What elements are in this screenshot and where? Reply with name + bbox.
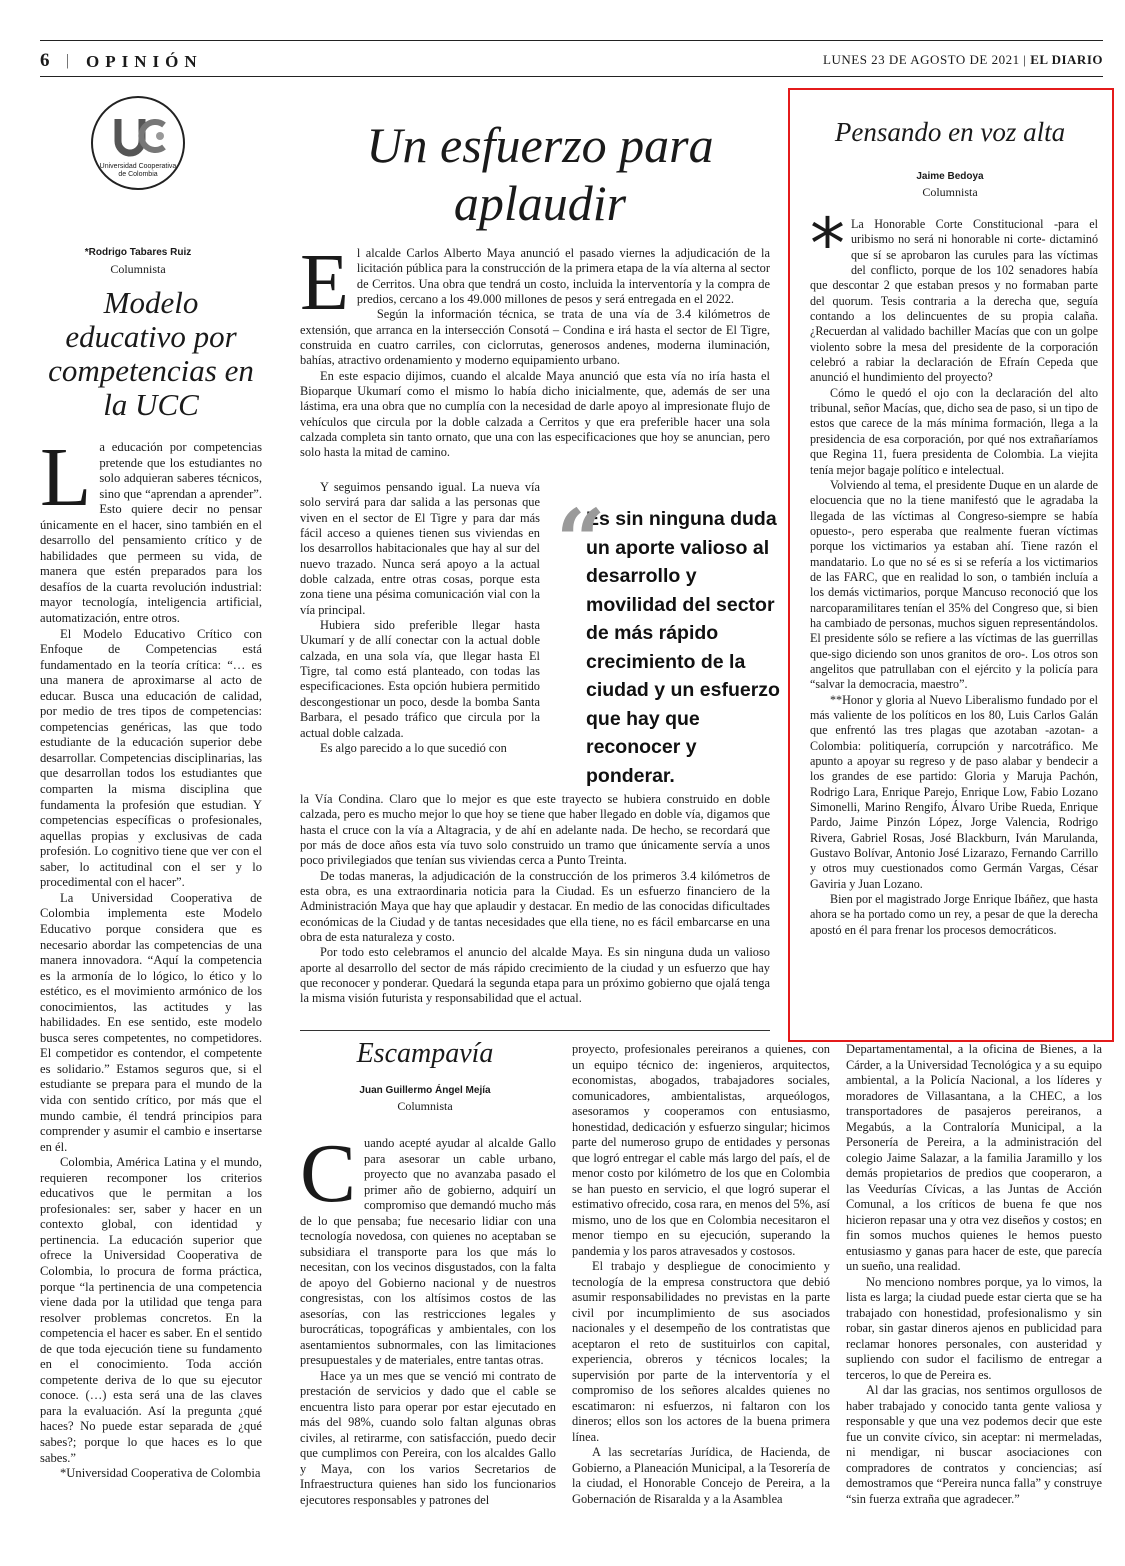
asterisk-icon: * bbox=[810, 203, 845, 285]
main-paragraph: En este espacio dijimos, cuando el alcalde Maya anunció que esta vía no iría hasta el Bioparque Ukumarí como el mismo lo había dicho inicialmente, que, además de ser una lástima, era una obra que no cumplía con la necesidad de darle apoyo al impresionate flujo de vehículos que circula por la doble calzada a Cerritos y que era preferible hacer una sola calzada completa sin tanto ornato, que una con las especificaciones que hoy se anuncian, pero solo hasta la mitad de camino. bbox=[300, 368, 770, 460]
main-dropcap: E bbox=[300, 239, 349, 327]
header-separator: | bbox=[66, 52, 70, 69]
bottom-paragraph: uando acepté ayudar al alcalde Gallo para asesorar un cable urbano, proyecto que no avanzaba pasado el primer año de gobierno, adquirí un compromiso que demandó mucho más de lo que pensaba; fue necesario lidiar con una tecnología novedosa, con quienes no aceptaban se subsidiara el transporte para los que más lo necesitan, con los vecinos disgustados, con la falta de apoyo del Gobierno nacional y de nuestros congresistas, con los altísimos costos de las asesorías, con las restricciones legales y burocráticas, topográficas y ambientales, con los asentamientos subnormales, con las limitaciones presupuestales y de materiales, entre tantas otras. bbox=[300, 1136, 556, 1367]
bottom-paragraph: Al dar las gracias, nos sentimos orgullosos de haber trabajado y conocido tanta gente valiosa y responsable y que una vez podemos decir que este fue un convite cívico, sin aceptar: ni mermeladas, ni mendigar, ni buscar asociaciones con compradores de contratos y conciencias; así demostramos que “Pereira nunca falla” y construye “sin fuerza extraña que agradecer.” bbox=[846, 1383, 1102, 1506]
left-article-title: Modelo educativo por competencias en la UCC bbox=[48, 285, 254, 422]
bottom-paragraph: El trabajo y despliegue de conocimiento y tecnología de la empresa constructora que debió asumir responsabilidades no previstas en la parte civil por incumplimiento de sus asociados nacionales y el desempeño de los contratistas que aceptaron el reto de sustituirlos con capital, experiencia, obreros y técnicos locales; la supervisión por parte de la interventoría y el compromiso de los señores alcaldes quienes no escatimaron: ni esfuerzos, ni faltaron con los dineros; ellos son los actores de la buena primera línea. bbox=[572, 1259, 830, 1444]
bottom-paragraph: A las secretarías Jurídica, de Hacienda, de Gobierno, a Planeación Municipal, a la Tesorería de la ciudad, el Honorable Concejo de Pereira, a la Gobernación de Risaralda y a la Asamblea bbox=[572, 1445, 830, 1506]
main-title-line2: aplaudir bbox=[453, 175, 627, 231]
right-paragraph: **Honor y gloria al Nuevo Liberalismo fundado por el más valiente de los políticos en los 80, Luis Carlos Galán que enfrentó las tres plagas que azotaban -azotan- a Colombia: politiquería, corrupción y narcotráfico. Me apunto a apoyar su regreso y de paso alabar y bendecir a los grandes de ese partido: Gloria y Maruja Pachón, Rodrigo Lara, Enrique Parejo, Enrique Low, Fabio Lozano Simonelli, Marino Rengifo, Álvaro Uribe Rueda, Enrique Pardo, Jaime Pinzón López, Jorge Valencia, Rodrigo Rivera, Gabriel Rosas, José Blackburn, Iván Marulanda, Gustavo Bolívar, Antonio José Lizarazo, Fernando Carrillo y otros muy cuestionados como Germán Vargas, César Gaviria y Juan Lozano. bbox=[810, 692, 1098, 891]
main-article-tail bbox=[300, 792, 770, 1007]
right-article-title: Pensando en voz alta bbox=[834, 117, 1066, 147]
left-dropcap: L bbox=[40, 431, 92, 524]
issue-date: LUNES 23 DE AGOSTO DE 2021 bbox=[823, 52, 1020, 67]
paper-name: EL DIARIO bbox=[1030, 52, 1103, 67]
left-author: *Rodrigo Tabares Ruiz bbox=[84, 247, 192, 258]
main-paragraph: la Vía Condina. Claro que lo mejor es que este trayecto se hubiera construido en doble calzada, pero es mucho mejor lo que hoy se tiene que haber llegado en doble vía, digamos que hasta el cruce con la vía a Altagracia, y de ahí en adelante nada. De hecho, se recordará que por más de doce años esta vía tuvo solo construido un tramo que únicamente servía a unos poco privilegiados que tenían sus viviendas cerca a Punto Treinta. bbox=[300, 792, 770, 868]
main-paragraph: Hubiera sido preferible llegar hasta Ukumarí y de allí conectar con la actual doble calzada, en una sola vía, que llegar hasta El Tigre, tal como está planteado, con todas las especificaciones. Esta opción hubiera permitido descongestionar un poco, desde la bomba Santa Barbara, el pesado tráfico que circula por la actual doble calzada. bbox=[300, 618, 540, 740]
right-article-body bbox=[810, 203, 1098, 938]
right-author: Jaime Bedoya bbox=[916, 171, 984, 182]
main-title-line1: Un esfuerzo para bbox=[366, 117, 714, 173]
section-name: OPINIÓN bbox=[86, 52, 203, 71]
bottom-article-rule bbox=[300, 1030, 770, 1031]
main-article-title bbox=[300, 116, 780, 232]
bottom-paragraph: Departamentamental, a la oficina de Bienes, a la Cárder, a la Universidad Tecnológica y a su equipo ambiental, a la Policía Nacional, a los líderes y moradores de Villasantana, a la CHEC, a los transportadores de pasajeros pereiranos, a Megabús, a la Contraloría Municipal, a la Personería de Pereira, a la administración del colegio Jaime Salazar, a la familia Jaramillo y los demás propietarios de predios que cooperaron, a las Veedurías Cívicas, a las Juntas de Acción Comunal, a los críticos de buena fe que nos hicieron repasar una y otra vez diseños y costos; en fin somos muchos quienes le hemos puesto entusiasmo y ganas para hacer de este, que parecía un sueño, una realidad. bbox=[846, 1042, 1102, 1273]
left-paragraph: a educación por competencias pretende que los estudiantes no solo adquieran saberes técnicos, sino que “aprendan a aprender”. Esto quiere decir no pensar únicamente en el hacer, sino también en el desarrollo del pensamiento crítico y de habilidades que permeen su vida, de manera que estén preparados para los desafíos de la cuarta revolución industrial: mayor tecnología, inteligencia artificial, automatización, entre otros. bbox=[40, 440, 262, 626]
top-rule bbox=[40, 40, 1103, 41]
left-paragraph: La Universidad Cooperativa de Colombia implementa este Modelo Educativo porque considera que es necesario abordar las competencias de una manera innovadora. “Aquí la competencia es la armonía de lo lógico, lo ético y lo estético, es el movimiento armónico de los conocimientos, las actitudes y las habilidades. En ese sentido, este modelo busca seres competentes, no competidores. El competidor es contendor, el competente es solidario.” Estamos seguros que, si el estudiante se prepara para el mundo de la vida con sentido crítico, por más que el mundo cambie, él tendrá principios para comprender y asumir el cambio e insertarse en él. bbox=[40, 890, 262, 1154]
pull-quote bbox=[556, 491, 786, 790]
left-author-role: Columnista bbox=[110, 262, 166, 276]
bottom-author: Juan Guillermo Ángel Mejía bbox=[359, 1085, 491, 1096]
logo-name-line2: de Colombia bbox=[118, 171, 158, 178]
pull-quote-text: Es sin ninguna duda un aporte valioso al desarrollo y movilidad del sector de más rápido crecimiento de la ciudad y un esfuerzo que hay que reconocer y ponderar. bbox=[586, 508, 780, 787]
bottom-col1 bbox=[300, 1127, 556, 1508]
logo-name-line1: Universidad Cooperativa bbox=[99, 163, 177, 170]
bottom-dropcap: C bbox=[300, 1127, 357, 1220]
main-paragraph: Y seguimos pensando igual. La nueva vía solo servirá para dar salida a las personas que viven en el sector de El Tigre y para dar más fácil acceso a quienes tienen sus viviendas en los desarrollos habitacionales que hay al sur del nuevo trazado. Nunca será apoyo a la actual doble calzada, entre otras cosas, porque esta zona tiene una pésima comunicación vial con la vía principal. bbox=[300, 480, 540, 617]
bottom-paragraph: proyecto, profesionales pereiranos a quienes, con un equipo técnico de: ingenieros, arquitectos, economistas, abogados, trabajadores sociales, comunicadores, ambientalistas, arqueólogos, asesoramos y cooperamos con entusiasmo, honestidad, dedicación y esfuerzo singular; hicimos parte del numeroso grupo de entidades y personas que logró entregar el cable más largo del país, el de menor costo por kilómetro de los que en Colombia se han puesto en servicio, el que logró superar el estimativo ofrecido, cosa rara, en menos del 5%, así mismo, uno de los que en Colombia necesitaron el menor tiempo en su ejecución, superando la pandemia y los paros atravesados y costosos. bbox=[572, 1042, 830, 1258]
left-paragraph: El Modelo Educativo Crítico con Enfoque de Competencias está fundamentado en la teoría crítica: “… es una manera de aproximarse al acto de educar. Busca una educación de calidad, por medio de tres tipos de competencias: competencias genéricas, las que todo estudiante de la educación superior debe desarrollar. Competencias disciplinarias, las que desarrollan todos los estudiantes que comparten la misma disciplina que fundamenta la profesión que estudian. Y competencias específicas o profesionales, aquellas propias y exclusivas de cada profesión. Lo cognitivo tiene que ver con el saber, lo actitudinal con el ser y lo procedimental con el hacer”. bbox=[40, 626, 262, 890]
main-lead: l alcalde Carlos Alberto Maya anunció el pasado viernes la adjudicación de la licitación pública para la construcción de la primera etapa de la vía alterna al sector de Cerritos. Una obra que tendrá un costo, incluida la interventoría y la compra de predios, cercano a los 49.000 millones de pesos y será entregada en el 2022. bbox=[356, 246, 770, 307]
dateline-separator: | bbox=[1023, 52, 1031, 67]
header-rule bbox=[40, 76, 1103, 77]
page-number: 6 bbox=[40, 50, 51, 71]
main-paragraph: De todas maneras, la adjudicación de la construcción de los primeros 3.4 kilómetros de esta obra, es una extraordinaria noticia para la Ciudad. Es un esfuerzo financiero de la Administración Maya que hay que aplaudir y destacar. En medio de las conocidas dificultades económicas de la Ciudad y de tantas necesidades que ella tiene, no es fácil embarcarse en una obra de esta naturaleza y costo. bbox=[300, 868, 770, 945]
bottom-article-title: Escampavía bbox=[356, 1038, 494, 1069]
main-paragraph: Por todo esto celebramos el anuncio del alcalde Maya. Es sin ninguna duda un valioso aporte al desarrollo del sector de más rápido crecimiento de la ciudad y un esfuerzo que hay que reconocer y ponderar. Quedará la segunda etapa para un próximo gobierno que ojalá tenga la misma visión futurista y responsabilidad que el actual. bbox=[300, 945, 770, 1006]
right-paragraph: Bien por el magistrado Jorge Enrique Ibáñez, que hasta ahora se ha portado como un rey, a pesar de que la derecha apostó en él para frenar los procesos democráticos. bbox=[810, 892, 1098, 937]
right-author-role: Columnista bbox=[922, 185, 978, 199]
left-article-body bbox=[40, 431, 262, 1482]
main-article-top bbox=[300, 239, 770, 461]
left-footnote: *Universidad Cooperativa de Colombia bbox=[60, 1466, 261, 1481]
ucc-logo bbox=[90, 95, 186, 191]
right-paragraph: La Honorable Corte Constitucional -para el uribismo no será ni honorable ni corte- dictaminó que sí se aprobaron las curules para las víctimas del conflicto, porque de los 102 senadores había que descontar 2 que estaban presos y no formaban parte del quorum. Tesis contraria a la derecha que, seguía contando a los delincuentes de su propia calaña. ¿Recuerdan al validado bachiller Macías que con un golpe violento sobre la mesa del presidente de la corporación celebró a rabiar la declaración de Efraín Cepeda que anunció el hundimiento del proyecto? bbox=[810, 217, 1098, 385]
quote-mark-icon: “ bbox=[556, 491, 606, 592]
logo-caption bbox=[94, 163, 182, 179]
bottom-col3 bbox=[846, 1042, 1102, 1507]
bottom-paragraph: No menciono nombres porque, ya lo vimos, la lista es larga; la ciudad puede estar cierta que se ha trabajado con honestidad, profesionalismo y sin robar, sin gastar dineros ajenos en publicidad para reclamar honores personales, con austeridad y supliendo con sudor el facilismo de entregar a terceros, lo que de Pereira es. bbox=[846, 1274, 1102, 1382]
right-paragraph: Volviendo al tema, el presidente Duque en un alarde de elocuencia que no la tiene manifestó que le agradaba la llegada de las víctimas al Congreso-siempre se había opuesto-, pero esperaba que realmente fueran víctimas porque los victimarios ya estaban ahí. Tiene razón el mandatario. Lo que no sé es si se refería a los victimarios de las FARC, que en realidad lo son, o también incluía a los demás victimarios, porque Mancuso reconoció que los narcoparamilitares tenían el 35% del Congreso que, si bien ha cambiado de personas, muchos siguen representándolos. El presidente sólo se refiere a las víctimas de las guerrillas que-sigo diciendo son unos granitos de oro-. Los otros son angelitos que patrullaban con el ejército y la policía para “salvar la democracia, maestro”. bbox=[810, 477, 1098, 692]
left-paragraph: Colombia, América Latina y el mundo, requieren recomponer los criterios educativos que le permitan a los profesionales: ser, saber y hacer en un contexto global, con identidad y pertinencia. La educación superior que ofrece la Universidad Cooperativa de Colombia, lo procura de forma práctica, porque “la pertinencia de una competencia viene dada por la utilidad que tenga para resolver problemas concretos. En la competencia el hacer es saber. En el sentido de que toda ejecución tiene su fundamento en el conocimiento. Toda acción competente deriva de lo que su ejecutor conoce. (…) esta será una de las claves para la evaluación. Así la pregunta ¿qué haces? No puede estar separada de ¿qué sabes?; porque lo que haces es lo que sabes.” bbox=[40, 1155, 262, 1465]
bottom-author-role: Columnista bbox=[397, 1099, 453, 1113]
main-paragraph: Según la información técnica, se trata de una vía de 3.4 kilómetros de extensión, que arranca en la intersección Consotá – Condina e irá hasta el sector de El Tigre, construida en cuatro carriles, con ciclorrutas, generosos andenes, moderna iluminación, bahías, atractivo ordenamiento y moderno equipamiento urbano. bbox=[300, 307, 770, 368]
right-paragraph: Cómo le quedó el ojo con la declaración del alto tribunal, señor Macías, que, dicho sea de paso, si un tipo de estos que carece de la más mínima formación, llega a la presidencia de esa corporación, por qué nos extrañaríamos que Regina 11, fuera presidenta de Colombia. La viejita tenía mejor bagaje político e intelectual. bbox=[810, 385, 1098, 477]
main-paragraph: Es algo parecido a lo que sucedió con bbox=[320, 740, 507, 755]
bottom-col2 bbox=[572, 1042, 830, 1507]
dateline bbox=[823, 52, 1103, 68]
main-article-narrow bbox=[300, 480, 540, 756]
bottom-paragraph: Hace ya un mes que se venció mi contrato de prestación de servicios y dado que el cable se encuentra listo para operar por estar ejecutado en más del 98%, cuando solo faltan algunas obras civiles, al retirarme, con satisfacción, puedo decir que cumplimos con Pereira, con los alcaldes Gallo y Maya, con los varios Secretarios de Infraestructura quienes han sido los funcionarios ejecutores responsables y patrones del bbox=[300, 1368, 556, 1507]
